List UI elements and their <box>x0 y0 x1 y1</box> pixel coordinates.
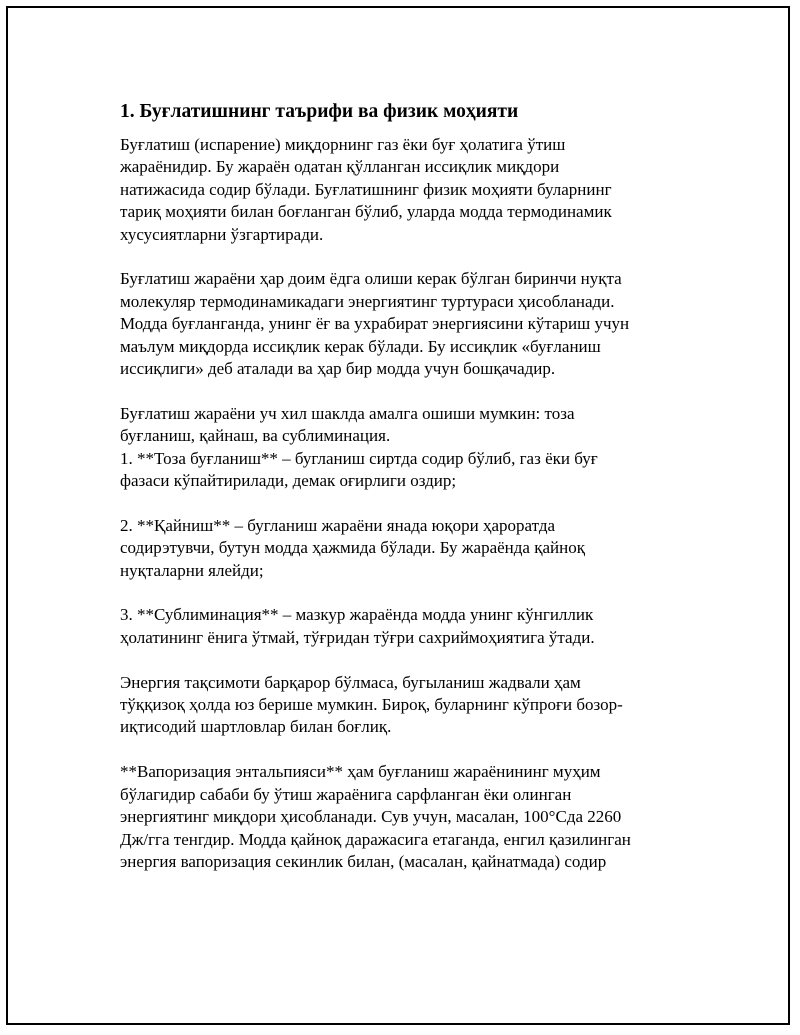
text-line: натижасида содир бўлади. Буғлатишнинг физик моҳияти буларнинг <box>120 179 612 199</box>
text-line: тариқ моҳияти билан боғланган бўлиб, уларда модда термодинамик <box>120 202 612 222</box>
list-item-2 <box>120 515 680 582</box>
text-line: Энергия тақсимоти барқарор бўлмаса, бугыланиш жадвали ҳам <box>120 672 581 692</box>
text-line: 3. **Сублиминация** – мазкур жараёнда модда унинг кўнгиллик <box>120 605 594 625</box>
document-content <box>120 100 680 896</box>
text-line: иссиқлиги» деб аталади ва ҳар бир модда учун бошқачадир. <box>120 359 556 379</box>
document-page <box>6 6 790 1025</box>
text-line: энергиятинг миқдори ҳисобланади. Сув учун, масалан, 100°Сда 2260 <box>120 807 622 827</box>
text-line: Буғлатиш (испарение) миқдорнинг газ ёки буғ ҳолатига ўтиш <box>120 135 566 154</box>
text-line: ҳолатининг ёнига ўтмай, тўғридан тўғри сахриймоҳиятига ўтади. <box>120 627 595 647</box>
text-line: Буғлатиш жараёни уч хил шаклда амалга ошиши мумкин: тоза <box>120 403 575 423</box>
text-line: Буғлатиш жараёни ҳар доим ёдга олиши керак бўлган биринчи нуқта <box>120 269 622 289</box>
paragraph-energy-distribution <box>120 672 680 739</box>
text-line: **Вапоризация энтальпияси** ҳам буғланиш жараёнининг муҳим <box>120 762 601 782</box>
text-line: Модда буғланганда, унинг ёғ ва ухрабират энергиясини кўтариш учун <box>120 314 630 334</box>
text-line: энергия вапоризация секинлик билан, (масалан, қайнатмада) содир <box>120 851 607 871</box>
paragraph-heat-of-evaporation <box>120 268 680 380</box>
paragraph-forms-list-intro <box>120 403 680 493</box>
text-line: маълум миқдорда иссиқлик керак бўлади. Бу иссиқлик «буғланиш <box>120 336 601 356</box>
text-line: содирэтувчи, бутун модда ҳажмида бўлади. Бу жараёнда қайноқ <box>120 538 585 558</box>
page-title: 1. Буғлатишнинг таърифи ва физик моҳияти <box>120 101 519 122</box>
text-line: буғланиш, қайнаш, ва сублиминация. <box>120 426 391 446</box>
paragraph-vaporization-enthalpy <box>120 761 680 873</box>
paragraph-definition <box>120 134 680 246</box>
text-line: Дж/гга тенгдир. Модда қайноқ даражасига етаганда, енгил қазилинган <box>120 829 631 849</box>
text-line: тўққизоқ ҳолда юз берише мумкин. Бироқ, буларнинг кўпроғи бозор- <box>120 695 623 715</box>
text-line: хусусиятларни ўзгартиради. <box>120 224 324 244</box>
text-line: жараёнидир. Бу жараён одатан қўлланган иссиқлик миқдори <box>120 157 560 177</box>
list-item-3 <box>120 604 680 649</box>
text-line: 2. **Қайниш** – бугланиш жараёни янада юқори ҳароратда <box>120 515 556 535</box>
text-line: фазаси кўпайтирилади, демак оғирлиги оздир; <box>120 471 457 491</box>
text-line: нуқталарни ялейди; <box>120 560 264 580</box>
list-item-1: 1. **Тоза буғланиш** – бугланиш сиртда содир бўлиб, газ ёки буғ <box>120 448 598 468</box>
text-line: иқтисодий шартловлар билан боғлиқ. <box>120 717 392 737</box>
text-line: молекуляр термодинамикадаги энергиятинг туртураси ҳисобланади. <box>120 291 615 311</box>
text-line: бўлагидир сабаби бу ўтиш жараёнига сарфланган ёки олинган <box>120 784 572 804</box>
